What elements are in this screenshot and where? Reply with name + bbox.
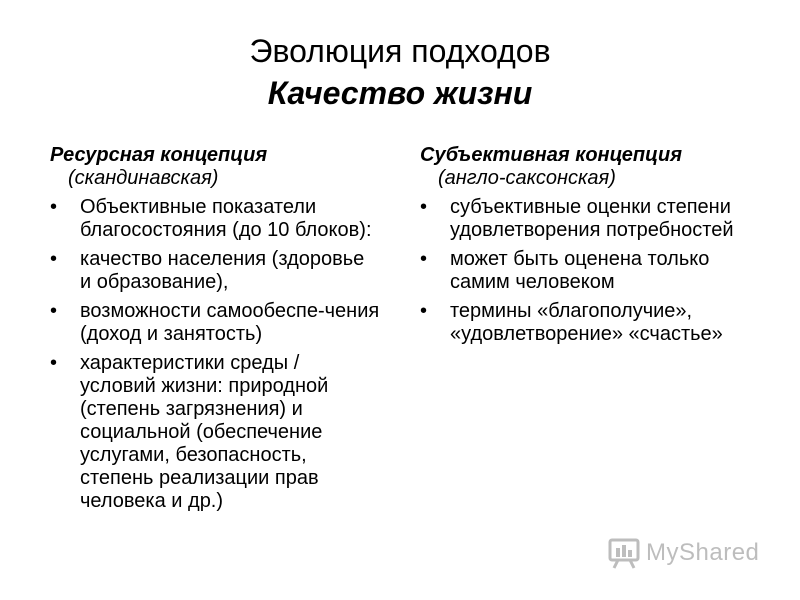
title-subtitle: Качество жизни — [267, 75, 533, 111]
title-main: Эволюция подходов — [249, 33, 551, 69]
bullet-icon: • — [420, 248, 428, 270]
bullet-icon: • — [50, 196, 58, 218]
bullet-icon: • — [50, 300, 58, 322]
right-bullet-list — [420, 196, 770, 346]
list-item — [50, 248, 380, 294]
list-item-text: может быть оценена только самим человеком — [450, 248, 710, 293]
left-column — [50, 144, 380, 519]
bullet-icon: • — [420, 300, 428, 322]
left-subheading: (скандинавская) — [68, 167, 219, 189]
list-item — [420, 248, 770, 294]
left-bullet-list — [50, 196, 380, 513]
watermark-text: MyShared — [646, 539, 760, 566]
list-item — [50, 352, 380, 513]
list-item — [50, 300, 380, 346]
myshared-logo-icon — [608, 536, 642, 570]
bullet-icon: • — [50, 248, 58, 270]
right-heading: Субъективная концепция — [420, 144, 683, 166]
list-item — [50, 196, 380, 242]
bullet-icon: • — [420, 196, 428, 218]
list-item-text: субъективные оценки степени удовлетворения потребностей — [450, 196, 734, 241]
myshared-watermark — [608, 536, 759, 570]
list-item-text: возможности самообеспе-чения (доход и занятость) — [80, 300, 380, 345]
list-item-text: термины «благополучие», «удовлетворение» «счастье» — [450, 300, 723, 345]
slide-title — [0, 30, 800, 114]
bullet-icon: • — [50, 352, 58, 374]
left-heading: Ресурсная концепция — [50, 144, 268, 166]
list-item-text: характеристики среды / условий жизни: природной (степень загрязнения) и социальной (обеспечение услугами, безопасность, степень реализации прав человека и др.) — [80, 352, 329, 512]
right-subheading: (англо-саксонская) — [438, 167, 616, 189]
list-item-text: Объективные показатели благосостояния (до 10 блоков): — [80, 196, 372, 241]
list-item — [420, 196, 770, 242]
list-item — [420, 300, 770, 346]
list-item-text: качество населения (здоровье и образование), — [80, 248, 365, 293]
right-column — [420, 144, 770, 352]
